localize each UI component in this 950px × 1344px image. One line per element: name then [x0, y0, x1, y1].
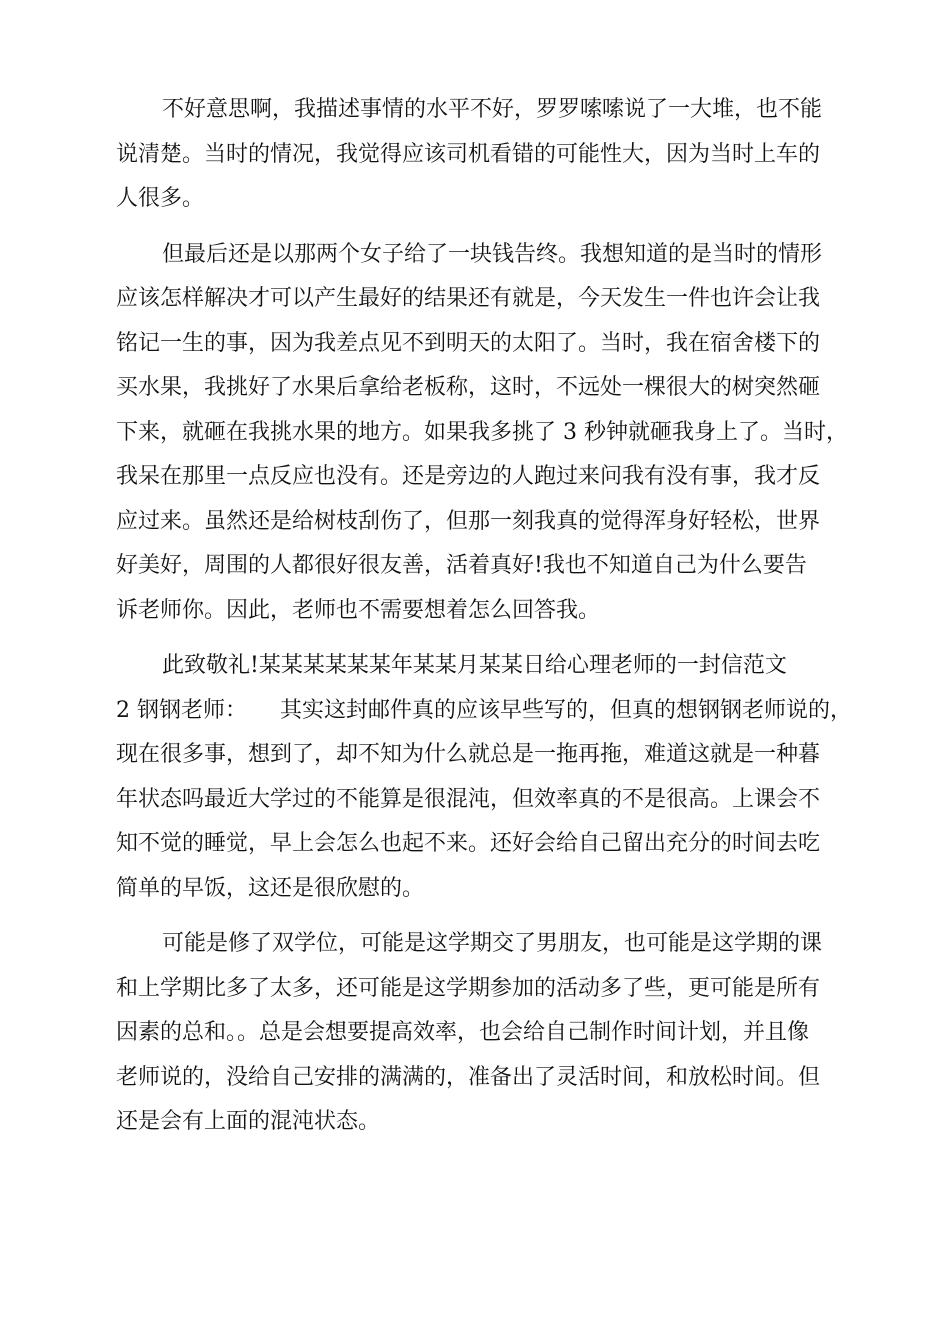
text-line: 但最后还是以那两个女子给了一块钱告终。我想知道的是当时的情形	[162, 242, 823, 267]
text-line: 人很多。	[116, 186, 205, 211]
text-line: 还是会有上面的混沌状态。	[116, 1109, 381, 1134]
text-line: 买水果，我挑好了水果后拿给老板称，这时，不远处一棵很大的树突然砸	[116, 375, 821, 400]
text-line: 诉老师你。因此，老师也不需要想着怎么回答我。	[116, 598, 601, 623]
text-line: 2 钢钢老师： 其实这封邮件真的应该早些写的，但真的想钢钢老师说的，	[116, 698, 852, 723]
text-line: 年状态吗最近大学过的不能算是很混沌，但效率真的不是很高。上课会不	[116, 787, 821, 812]
text-line: 铭记一生的事，因为我差点见不到明天的太阳了。当时，我在宿舍楼下的	[116, 331, 821, 356]
text-line: 好美好，周围的人都很好很友善，活着真好!我也不知道自己为什么要告	[116, 553, 807, 578]
text-line: 因素的总和。。总是会想要提高效率，也会给自己制作时间计划，并且像	[116, 1020, 810, 1045]
text-line: 说清楚。当时的情况，我觉得应该司机看错的可能性大，因为当时上车的	[116, 142, 821, 167]
text-line: 老师说的，没给自己安排的满满的，准备出了灵活时间，和放松时间。但	[116, 1065, 821, 1090]
text-line: 下来，就砸在我挑水果的地方。如果我多挑了 3 秒钟就砸我身上了。当时，	[116, 420, 848, 445]
text-line: 和上学期比多了太多，还可能是这学期参加的活动多了些，更可能是所有	[116, 976, 821, 1001]
text-line: 我呆在那里一点反应也没有。还是旁边的人跑过来问我有没有事，我才反	[116, 464, 821, 489]
text-line: 可能是修了双学位，可能是这学期交了男朋友，也可能是这学期的课	[162, 931, 823, 956]
text-line: 此致敬礼!某某某某某某年某某月某某日给心理老师的一封信范文	[162, 653, 787, 678]
text-line: 应过来。虽然还是给树枝刮伤了，但那一刻我真的觉得浑身好轻松，世界	[116, 509, 821, 534]
text-line: 不好意思啊，我描述事情的水平不好，罗罗嗦嗦说了一大堆，也不能	[162, 97, 823, 122]
text-line: 知不觉的睡觉，早上会怎么也起不来。还好会给自己留出充分的时间去吃	[116, 831, 821, 856]
text-line: 简单的早饭，这还是很欣慰的。	[116, 876, 425, 901]
text-line: 现在很多事，想到了，却不知为什么就总是一拖再拖，难道这就是一种暮	[116, 742, 821, 767]
text-line: 应该怎样解决才可以产生最好的结果还有就是，今天发生一件也许会让我	[116, 286, 821, 311]
